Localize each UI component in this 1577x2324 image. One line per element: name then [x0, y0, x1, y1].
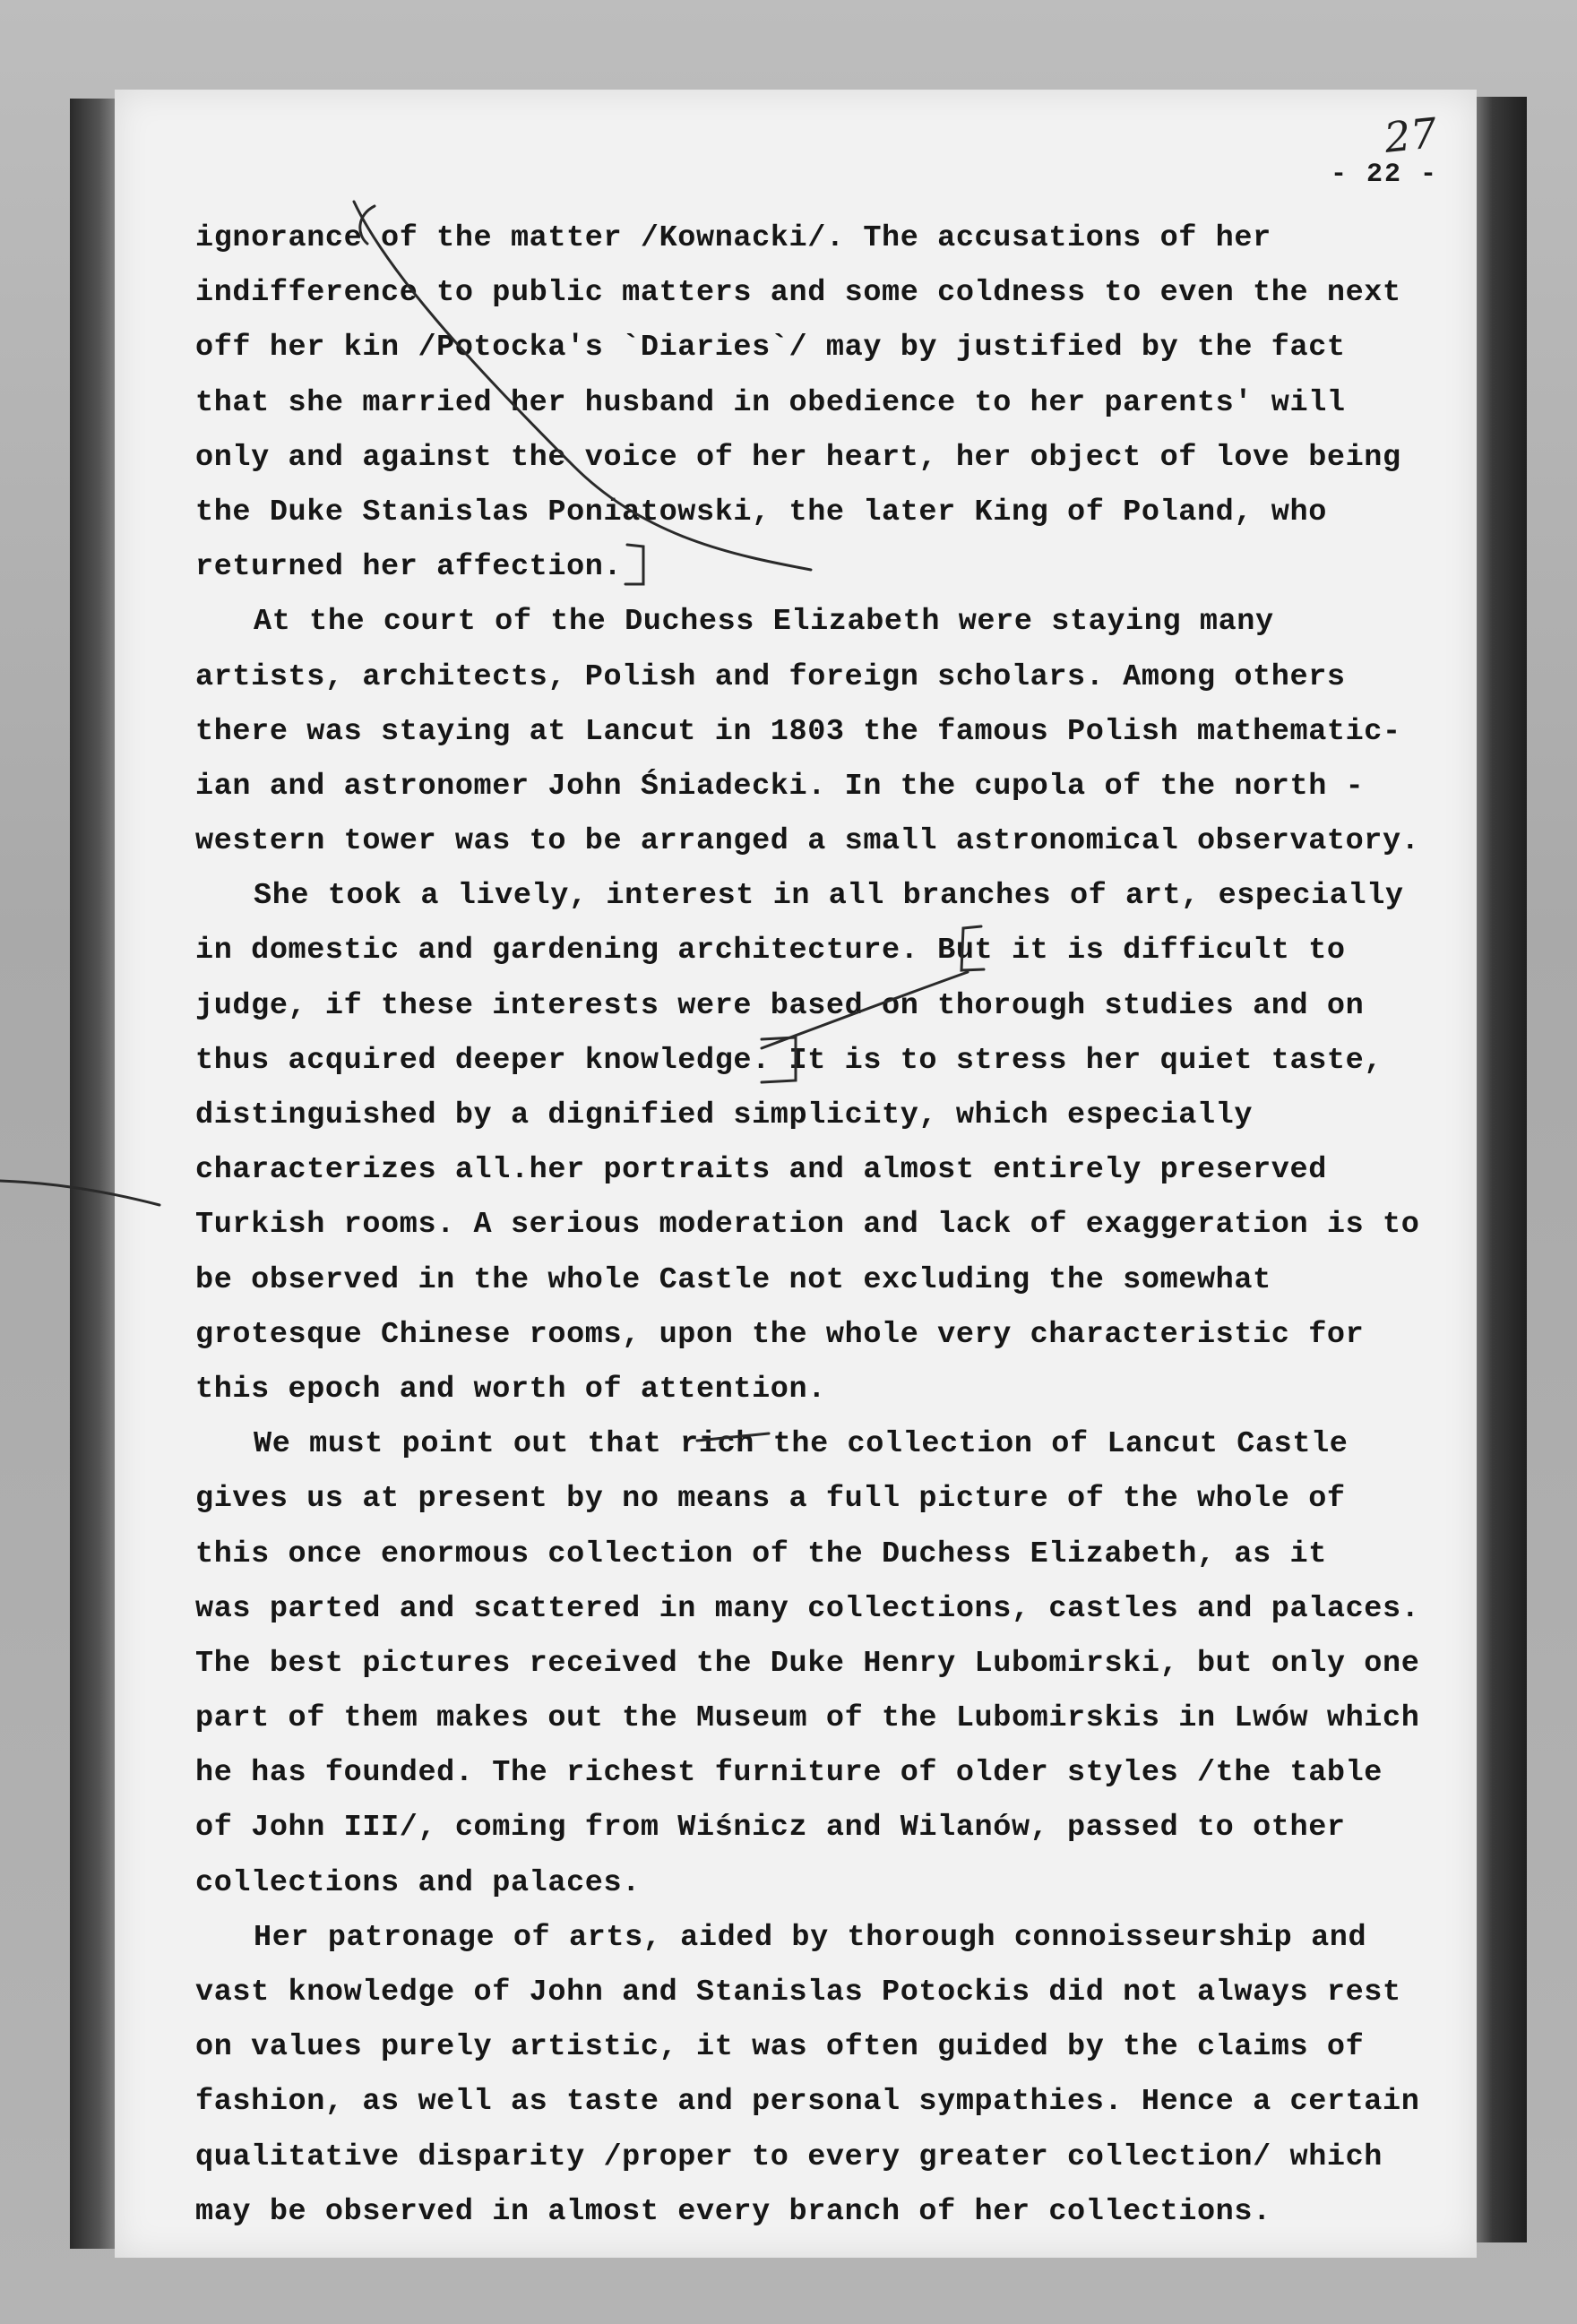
text-line: ignorance of the matter /Kownacki/. The accusations of her [195, 221, 1271, 255]
page-number: - 22 - [1331, 159, 1439, 190]
text-line: in domestic and gardening architecture. But it is difficult to [195, 934, 1346, 968]
text-line: We must point out that rich the collection of Lancut Castle [254, 1427, 1349, 1462]
left-binding-shadow [70, 99, 119, 2249]
paragraph-4 [195, 1417, 1486, 1911]
text-line: She took a lively, interest in all branches of art, especially [254, 879, 1404, 914]
paragraph-3 [195, 869, 1486, 1417]
text-line: returned her affection. [195, 550, 623, 585]
text-line: of John III/, coming from Wiśnicz and Wilanów, passed to other [195, 1811, 1346, 1846]
text-line: off her kin /Potocka's `Diaries`/ may by justified by the fact [195, 331, 1346, 366]
text-line: he has founded. The richest furniture of older styles /the table [195, 1756, 1383, 1791]
text-line: on values purely artistic, it was often guided by the claims of [195, 2030, 1365, 2065]
text-line: may be observed in almost every branch of her collections. [195, 2194, 1271, 2229]
text-line: The best pictures received the Duke Henry Lubomirski, but only one [195, 1646, 1420, 1681]
text-line: part of them makes out the Museum of the Lubomirskis in Lwów which [195, 1701, 1420, 1736]
body-text [195, 211, 1486, 2240]
text-line: distinguished by a dignified simplicity, which especially [195, 1098, 1254, 1132]
text-line: western tower was to be arranged a small astronomical observatory. [195, 824, 1420, 859]
text-line: judge, if these interests were based on thorough studies and on [195, 988, 1365, 1023]
paragraph-2 [195, 595, 1486, 869]
paragraph-5 [195, 1911, 1486, 2240]
text-line: collections and palaces. [195, 1865, 641, 1900]
text-line: indifference to public matters and some coldness to even the next [195, 276, 1401, 311]
text-line: At the court of the Duchess Elizabeth were staying many [254, 605, 1274, 640]
text-line: qualitative disparity /proper to every greater collection/ which [195, 2139, 1383, 2174]
text-line: gives us at present by no means a full picture of the whole of [195, 1482, 1346, 1517]
text-line: only and against the voice of her heart, her object of love being [195, 440, 1401, 475]
text-line: there was staying at Lancut in 1803 the famous Polish mathematic- [195, 714, 1401, 749]
text-line: characterizes all.her portraits and almost entirely preserved [195, 1153, 1327, 1188]
text-line: be observed in the whole Castle not excluding the somewhat [195, 1262, 1271, 1297]
text-line: this epoch and worth of attention. [195, 1372, 826, 1407]
text-line: was parted and scattered in many collections, castles and palaces. [195, 1591, 1420, 1626]
text-line: fashion, as well as taste and personal sympathies. Hence a certain [195, 2085, 1420, 2120]
text-line: vast knowledge of John and Stanislas Potockis did not always rest [195, 1975, 1401, 2010]
paragraph-1 [195, 211, 1486, 595]
text-line: ian and astronomer John Śniadecki. In the cupola of the north - [195, 769, 1365, 804]
text-line: thus acquired deeper knowledge. It is to stress her quiet taste, [195, 1043, 1383, 1078]
text-line: Turkish rooms. A serious moderation and lack of exaggeration is to [195, 1208, 1420, 1243]
text-line: that she married her husband in obedience to her parents' will [195, 385, 1346, 420]
text-line: Her patronage of arts, aided by thorough connoisseurship and [254, 1920, 1367, 1955]
text-line: grotesque Chinese rooms, upon the whole very characteristic for [195, 1317, 1365, 1352]
text-line: the Duke Stanislas Poniatowski, the later King of Poland, who [195, 495, 1327, 529]
handwritten-folio-number: 27 [1382, 108, 1440, 162]
text-line: artists, architects, Polish and foreign scholars. Among others [195, 659, 1346, 694]
text-line: this once enormous collection of the Duchess Elizabeth, as it [195, 1536, 1327, 1571]
